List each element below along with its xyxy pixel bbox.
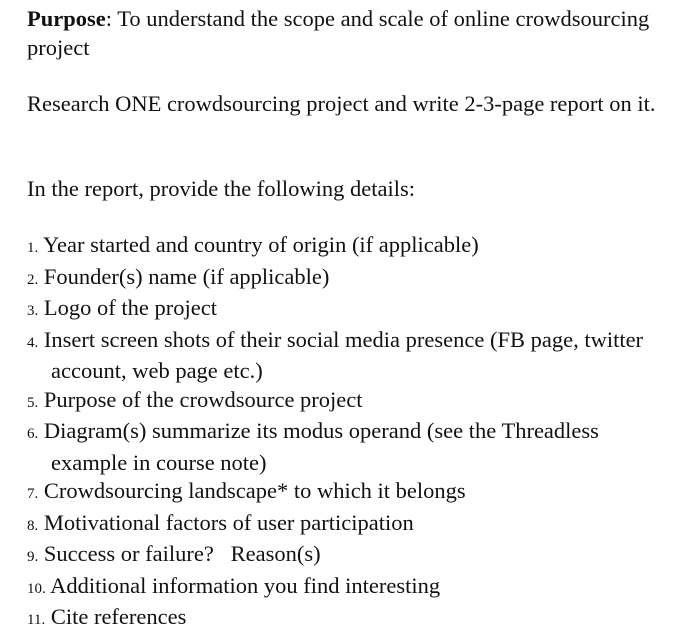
list-item-number: 5. <box>27 394 39 411</box>
list-item-number: 11. <box>27 612 46 628</box>
list-item <box>27 509 677 541</box>
purpose-paragraph <box>27 5 677 62</box>
list-item-number: 3. <box>27 303 39 319</box>
list-item <box>27 572 677 604</box>
list-item-number: 4. <box>27 334 39 351</box>
list-item-number: 1. <box>27 240 39 256</box>
list-item <box>27 603 677 635</box>
list-item-text: Success or failure? Reason(s) <box>43 541 321 566</box>
list-item <box>27 540 677 572</box>
list-item-number: 9. <box>27 549 39 565</box>
list-item <box>27 417 677 477</box>
list-item-text: Purpose of the crowdsource project <box>43 386 363 412</box>
list-item-number: 8. <box>27 517 39 534</box>
purpose-label: Purpose <box>27 6 106 31</box>
list-item-number: 7. <box>27 486 39 502</box>
list-item-text: Diagram(s) summarize its modus operand (see the Threadless example in course note) <box>43 418 599 475</box>
list-item-text: Founder(s) name (if applicable) <box>43 263 330 289</box>
spacer <box>27 62 677 90</box>
purpose-text: : To understand the scope and scale of online crowdsourcing project <box>27 6 650 60</box>
details-list <box>27 231 677 635</box>
list-item-text: Cite references <box>50 604 187 629</box>
list-item-number: 10. <box>27 580 46 597</box>
instruction-paragraph: Research ONE crowdsourcing project and write 2-3-page report on it. <box>27 91 656 116</box>
list-item <box>27 477 677 509</box>
list-item-text: Logo of the project <box>43 295 217 320</box>
spacer <box>27 119 677 175</box>
details-intro: In the report, provide the following details: <box>27 175 416 201</box>
list-item-text: Additional information you find interesting <box>50 572 441 598</box>
spacer <box>27 203 677 231</box>
assignment-document <box>27 5 677 635</box>
list-item-text: Year started and country of origin (if applicable) <box>43 232 479 257</box>
list-item-text: Motivational factors of user participation <box>43 509 414 535</box>
list-item <box>27 263 677 295</box>
list-item-number: 2. <box>27 271 39 288</box>
list-item <box>27 386 677 418</box>
list-item <box>27 294 677 326</box>
list-item-number: 6. <box>27 426 39 442</box>
list-item <box>27 231 677 263</box>
list-item <box>27 326 677 386</box>
list-item-text: Crowdsourcing landscape* to which it belongs <box>43 478 466 503</box>
list-item-text: Insert screen shots of their social media presence (FB page, twitter account, web page etc.) <box>43 326 644 383</box>
